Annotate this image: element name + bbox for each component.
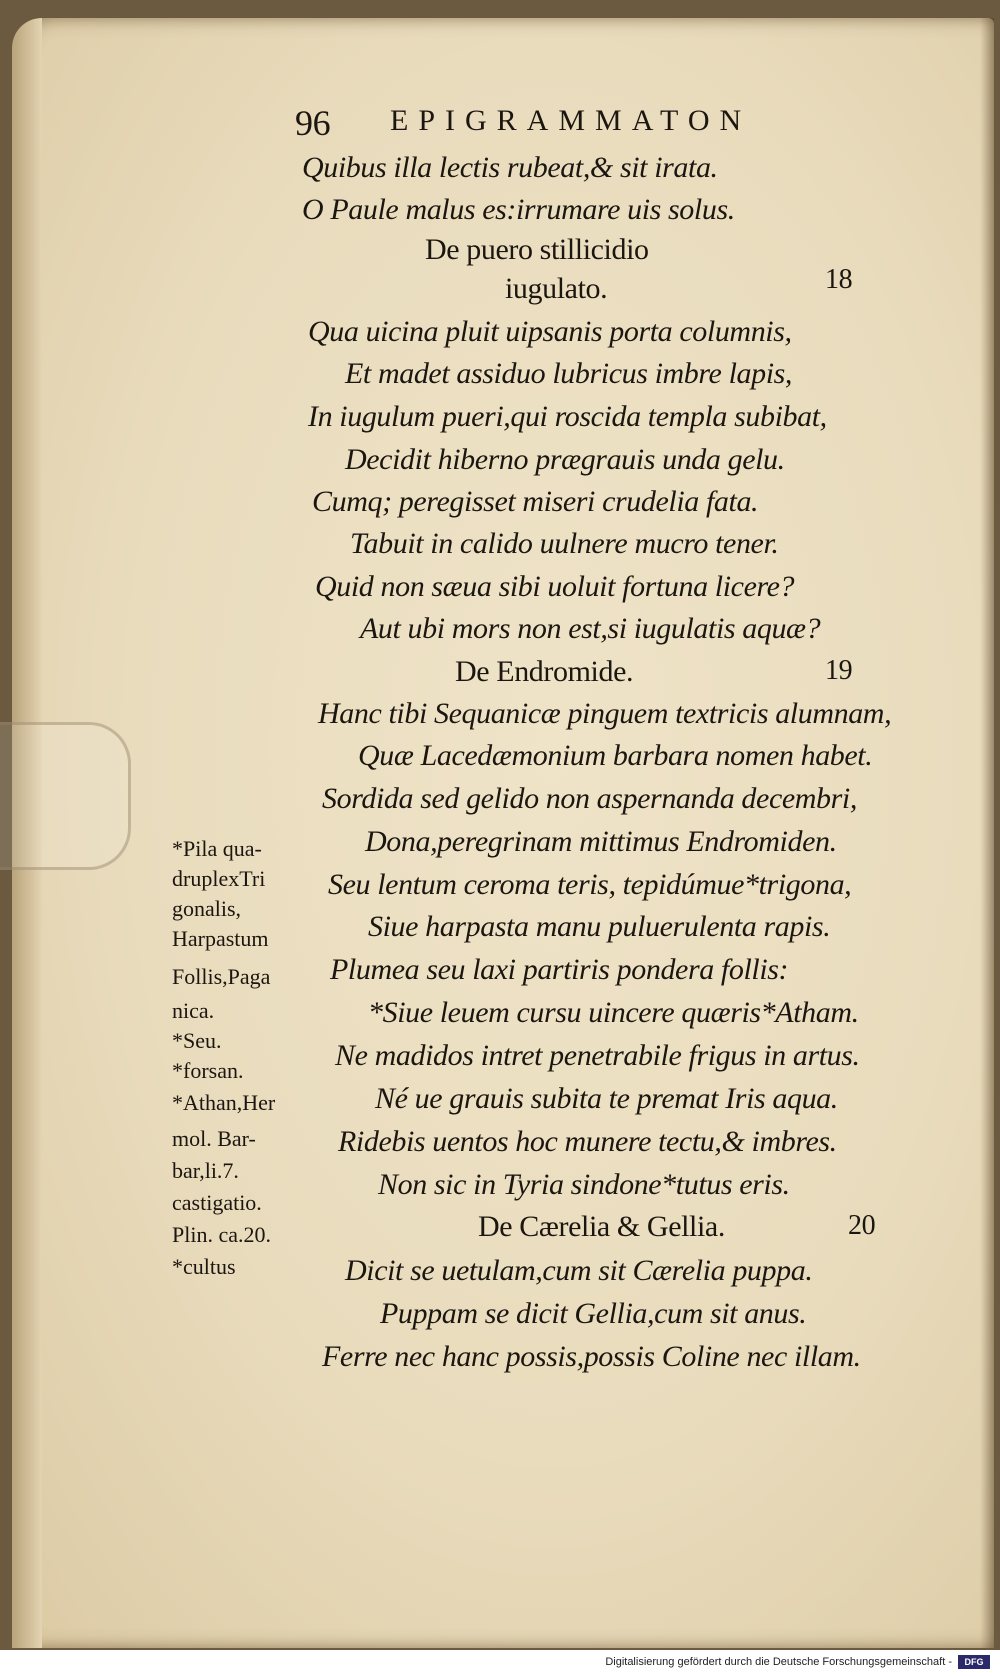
margin-note: druplexTri [172, 866, 266, 891]
margin-note: *Pila qua- [172, 836, 262, 861]
margin-note: mol. Bar- [172, 1126, 256, 1151]
verse-line: Ferre nec hanc possis,possis Coline nec illam. [322, 1340, 861, 1373]
poem-title: De Endromide. [455, 655, 634, 688]
poem-number: 19 [825, 655, 853, 686]
footer-bar [0, 1650, 1000, 1676]
verse-line: Plumea seu laxi partiris pondera follis: [330, 953, 789, 986]
margin-note: *cultus [172, 1254, 236, 1279]
margin-note: *Seu. [172, 1028, 222, 1053]
verse-line: Qua uicina pluit uipsanis porta columnis, [308, 315, 792, 348]
running-title: EPIGRAMMATON [390, 104, 752, 137]
margin-note: gonalis, [172, 896, 242, 921]
page-number: 96 [295, 103, 331, 143]
verse-line: Aut ubi mors non est,si iugulatis aquæ? [360, 612, 821, 645]
margin-note: bar,li.7. [172, 1158, 239, 1183]
verse-line: Et madet assiduo lubricus imbre lapis, [345, 357, 793, 390]
verse-line: Né ue grauis subita te premat Iris aqua. [375, 1082, 838, 1115]
margin-note: *forsan. [172, 1058, 244, 1083]
page-clip-overlay [0, 722, 131, 870]
verse-line: Decidit hiberno prægrauis unda gelu. [345, 443, 785, 476]
poem-number: 20 [848, 1210, 876, 1241]
verse-line: Seu lentum ceroma teris, tepidúmue*trigona, [328, 868, 852, 901]
margin-note: *Athan,Her [172, 1090, 276, 1115]
verse-line: O Paule malus es:irrumare uis solus. [302, 193, 735, 226]
margin-note: Plin. ca.20. [172, 1222, 271, 1247]
verse-line: Ne madidos intret penetrabile frigus in artus. [335, 1039, 860, 1072]
margin-note: castigatio. [172, 1190, 262, 1215]
verse-line: Siue harpasta manu puluerulenta rapis. [368, 910, 831, 943]
verse-line: Quid non sæua sibi uoluit fortuna licere? [315, 570, 795, 603]
verse-line: Quibus illa lectis rubeat,& sit irata. [302, 151, 718, 184]
verse-line: Puppam se dicit Gellia,cum sit anus. [380, 1297, 807, 1330]
funding-credit: Digitalisierung gefördert durch die Deutsche Forschungsgemeinschaft - [605, 1656, 952, 1668]
poem-title: De Cærelia & Gellia. [478, 1210, 725, 1243]
margin-note: nica. [172, 998, 215, 1023]
verse-line: Sordida sed gelido non aspernanda decembri, [322, 782, 857, 815]
verse-line: Ridebis uentos hoc munere tectu,& imbres. [338, 1125, 837, 1158]
poem-title: iugulato. [505, 272, 608, 305]
verse-line: In iugulum pueri,qui roscida templa subibat, [308, 400, 827, 433]
poem-number: 18 [825, 264, 853, 295]
dfg-logo-icon: DFG [958, 1655, 990, 1669]
verse-line: Dicit se uetulam,cum sit Cærelia puppa. [345, 1254, 813, 1287]
page-edge-shadow [980, 18, 994, 1648]
verse-line: Non sic in Tyria sindone*tutus eris. [378, 1168, 790, 1201]
verse-line: *Siue leuem cursu uincere quæris*Atham. [368, 996, 859, 1029]
verse-line: Quæ Lacedæmonium barbara nomen habet. [358, 739, 873, 772]
margin-note: Harpastum [172, 926, 269, 951]
verse-line: Tabuit in calido uulnere mucro tener. [350, 527, 779, 560]
poem-title: De puero stillicidio [425, 233, 649, 266]
verse-line: Cumq; peregisset miseri crudelia fata. [312, 485, 759, 518]
verse-line: Dona,peregrinam mittimus Endromiden. [365, 825, 837, 858]
margin-note: Follis,Paga [172, 964, 271, 989]
verse-line: Hanc tibi Sequanicæ pinguem textricis alumnam, [318, 697, 892, 730]
